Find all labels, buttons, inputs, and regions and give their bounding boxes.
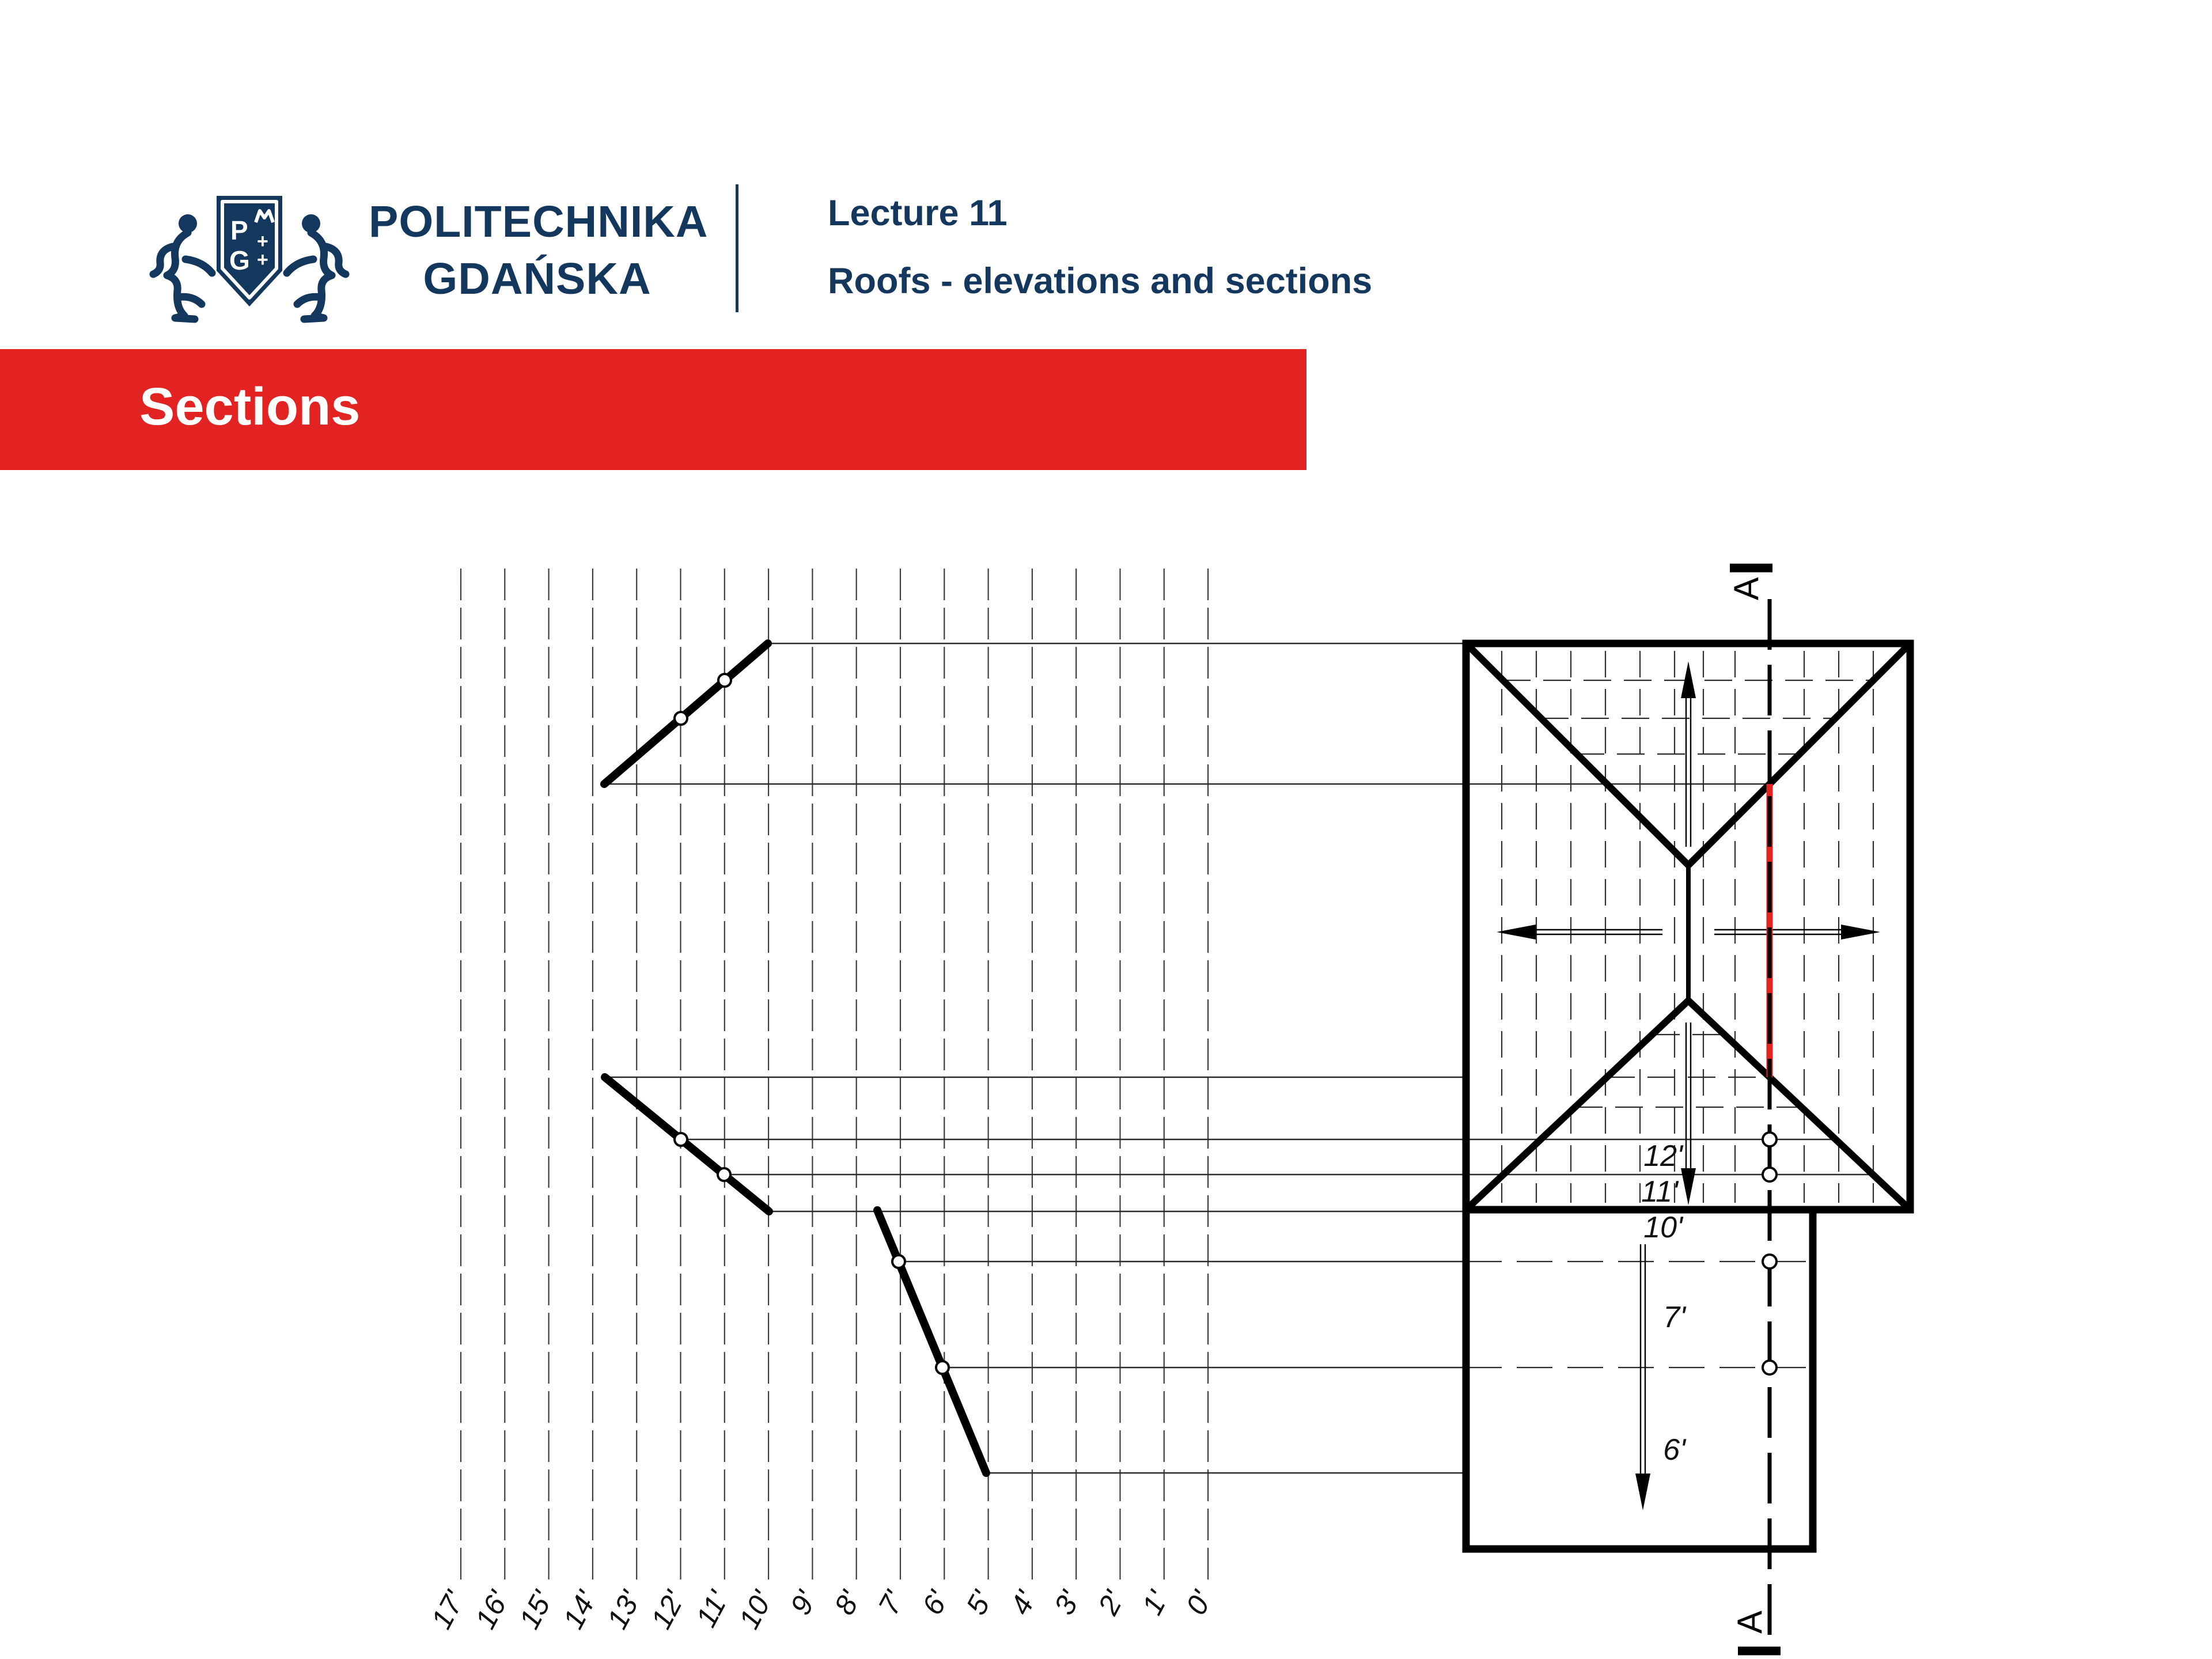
roof-plan xyxy=(1466,643,1910,1549)
plan-level-label: 12' xyxy=(1643,1139,1683,1173)
slope-arrow-left-icon xyxy=(1497,925,1662,940)
axis-label: 15' xyxy=(513,1585,559,1634)
axis-label: 5' xyxy=(960,1585,999,1620)
projection-nodes xyxy=(675,674,1777,1374)
plan-level-label: 11' xyxy=(1641,1175,1678,1209)
axis-labels xyxy=(425,1585,1219,1634)
axis-label: 3' xyxy=(1047,1585,1086,1620)
slope-arrows xyxy=(1497,661,1880,1510)
page-title: Sections xyxy=(139,377,361,436)
axis-label: 0' xyxy=(1179,1585,1218,1620)
axis-label: 10' xyxy=(732,1585,779,1634)
logo-letter-p: P xyxy=(230,215,248,245)
lower-level-label: 6' xyxy=(1663,1433,1685,1467)
axis-label: 13' xyxy=(600,1585,647,1634)
axis-label: 9' xyxy=(784,1585,823,1620)
axis-label: 1' xyxy=(1135,1585,1175,1620)
axis-label: 2' xyxy=(1092,1585,1131,1620)
slope-arrow-right-icon xyxy=(1714,925,1880,940)
elevation-hip-segments xyxy=(604,643,986,1473)
axis-label: 7' xyxy=(872,1585,911,1620)
axis-label: 14' xyxy=(556,1585,603,1634)
plan-level-label: 10' xyxy=(1643,1211,1683,1244)
axis-label: 8' xyxy=(828,1585,867,1620)
axis-label: 6' xyxy=(916,1585,955,1620)
lecture-title: Roofs - elevations and sections xyxy=(828,261,1373,301)
slope-arrow-lower-down-icon xyxy=(1635,1244,1650,1510)
axis-label: 11' xyxy=(690,1585,735,1633)
level-labels xyxy=(1641,1139,1687,1467)
logo-letter-g: G xyxy=(229,245,250,275)
lower-block-outline xyxy=(1466,1210,1813,1549)
hip-bottom-right xyxy=(1688,1001,1910,1210)
brand-line1: POLITECHNIKA xyxy=(369,197,709,247)
axis-label: 12' xyxy=(645,1585,691,1634)
svg-text:+: + xyxy=(257,230,268,252)
lecture-number: Lecture 11 xyxy=(828,193,1007,233)
projection-level-lines xyxy=(604,643,1870,1473)
slope-arrow-down-icon xyxy=(1681,1022,1696,1205)
hip-segment-middle xyxy=(605,1077,769,1211)
lower-level-label: 7' xyxy=(1663,1301,1685,1334)
section-marker-top: A xyxy=(1727,577,1766,601)
axis-label: 17' xyxy=(425,1585,471,1634)
hip-top-left xyxy=(1466,643,1688,865)
svg-text:+: + xyxy=(257,249,268,271)
section-marker-bottom: A xyxy=(1730,1610,1769,1634)
axis-label: 4' xyxy=(1003,1585,1043,1620)
axis-label: 16' xyxy=(468,1585,516,1634)
brand-line2: GDAŃSKA xyxy=(423,253,652,304)
hip-segment-lower xyxy=(877,1210,986,1473)
